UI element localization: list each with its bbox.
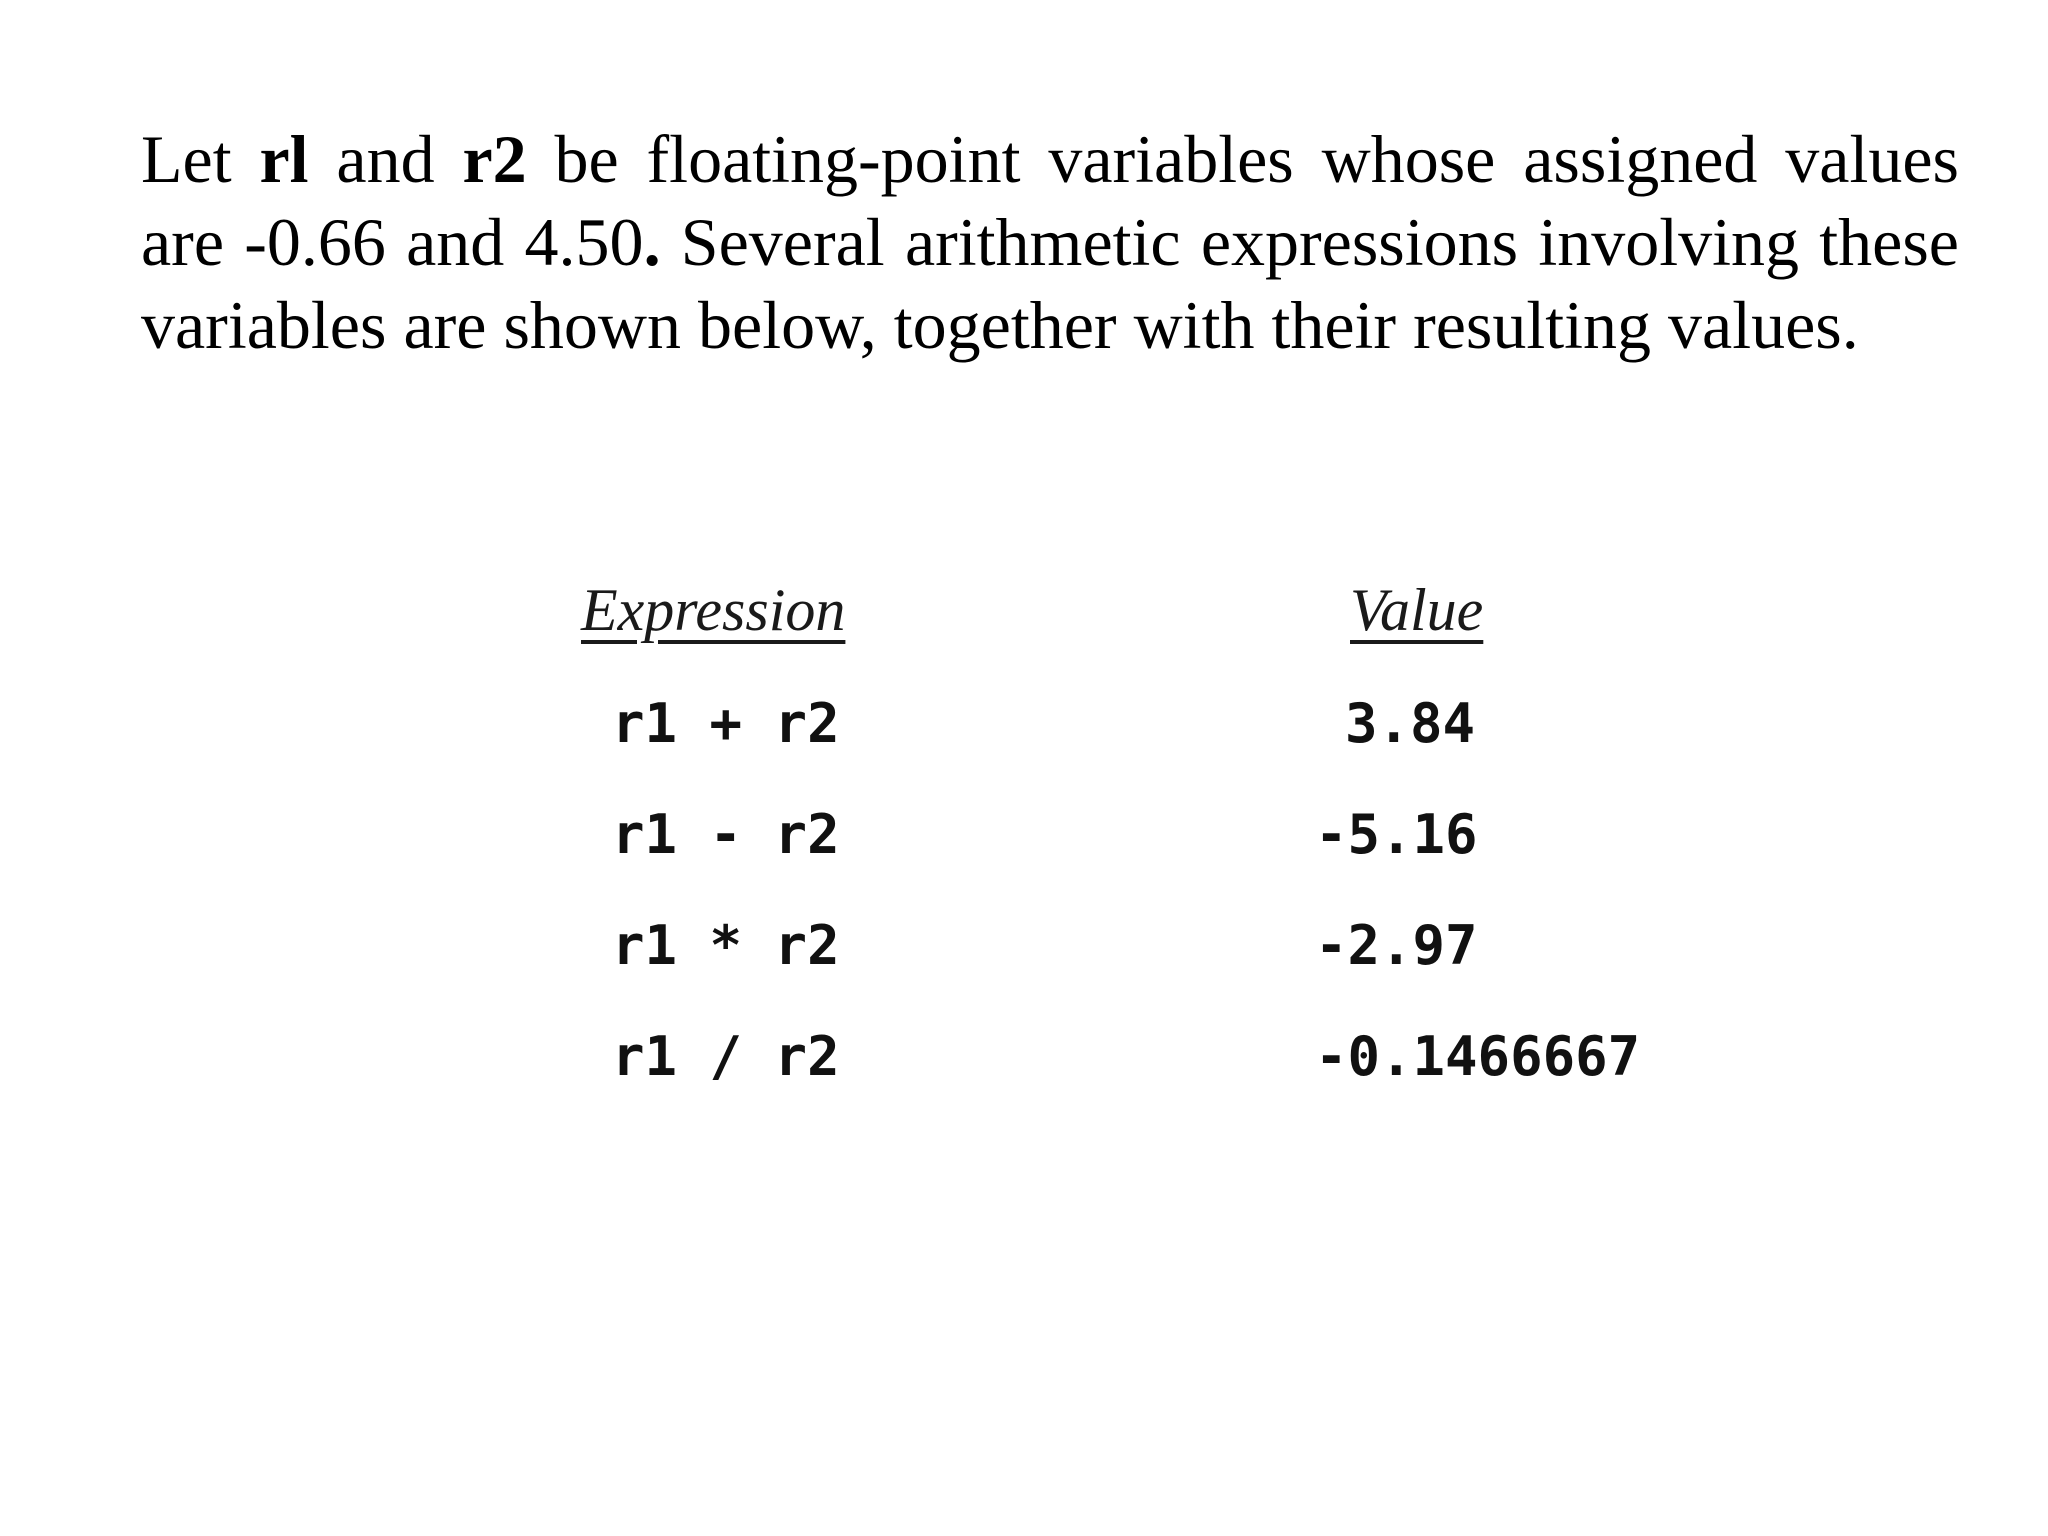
value-cell-divide: -0.1466667 [1315,1025,1641,1088]
variable-r2-name: r2 [462,121,527,197]
value-column-header: Value [1350,577,1484,643]
value-cell-subtract: -5.16 [1315,803,1478,866]
variable-r1-name: rl [259,121,309,197]
expression-cell-subtract: r1 - r2 [612,803,840,866]
expression-column-header: Expression [581,577,846,643]
value-cell-multiply: -2.97 [1315,914,1478,977]
value-cell-add: 3.84 [1345,692,1476,755]
intro-text-2: and [308,121,463,197]
expression-cell-add: r1 + r2 [612,692,840,755]
intro-text-4: Several arithmetic expressions involving these variables are shown below, together with their resulting values. [141,204,1959,363]
expression-cell-multiply: r1 * r2 [612,914,840,977]
expression-cell-divide: r1 / r2 [612,1025,840,1088]
intro-text-3: be floating-point variables whose assigned values are -0.66 and 4.50 [141,121,1959,280]
intro-text-1: Let [141,121,260,197]
intro-period: . [643,204,661,280]
